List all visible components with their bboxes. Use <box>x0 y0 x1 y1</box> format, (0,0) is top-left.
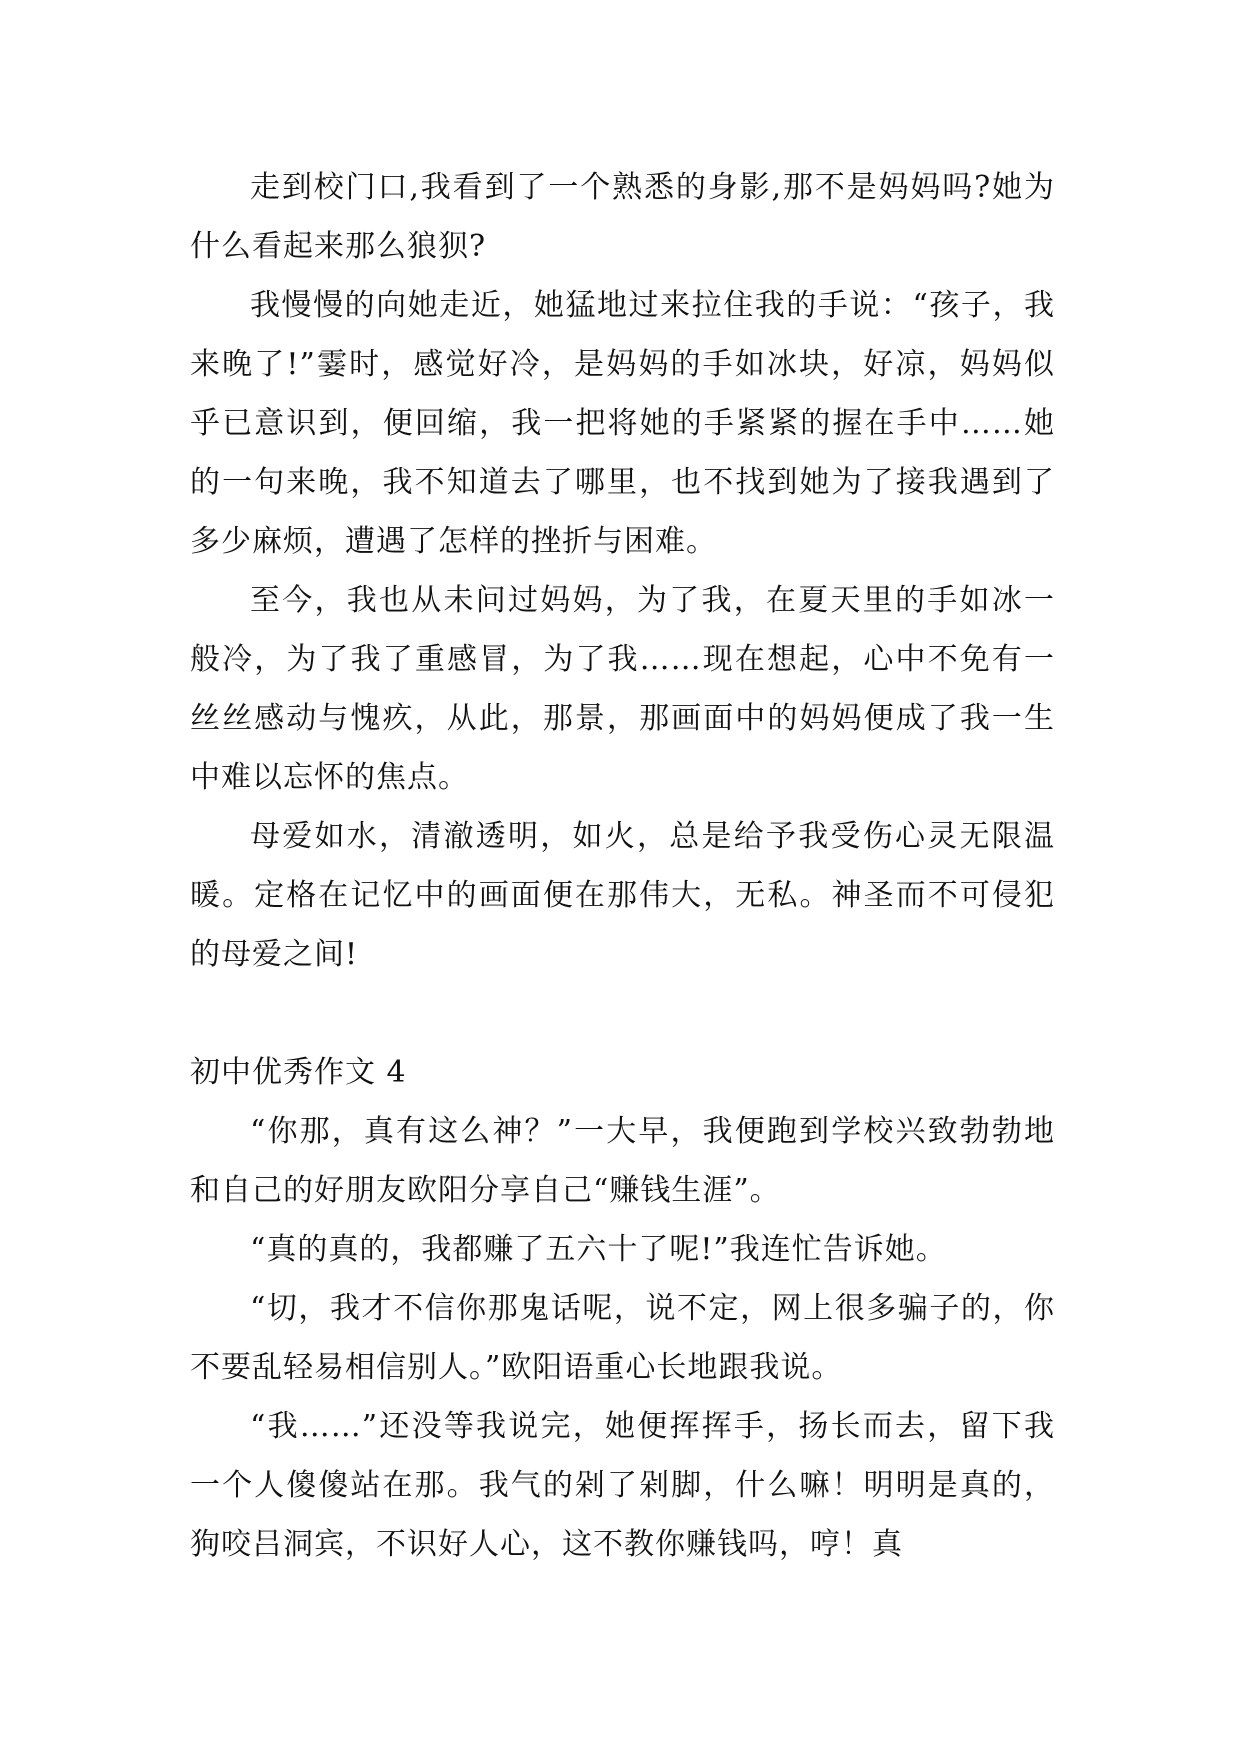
paragraph-reflection: 至今，我也从未问过妈妈，为了我，在夏天里的手如冰一般冷，为了我了重感冒，为了我……现在想起，心中不免有一丝丝感动与愧疚，从此，那景，那画面中的妈妈便成了我一生中难以忘怀的焦点。 <box>190 583 1055 795</box>
paragraph-dialogue-3: “切，我才不信你那鬼话呢，说不定，网上很多骗子的，你不要乱轻易相信别人。”欧阳语重心长地跟我说。 <box>190 1291 1055 1385</box>
paragraph-mother-hand: 我慢慢的向她走近，她猛地过来拉住我的手说：“孩子，我来晚了!”霎时，感觉好冷，是妈妈的手如冰块，好凉，妈妈似乎已意识到，便回缩，我一把将她的手紧紧的握在手中……她的一句来晚，我不知道去了哪里，也不找到她为了接我遇到了多少麻烦，遭遇了怎样的挫折与困难。 <box>190 288 1055 559</box>
paragraph-dialogue-2: “真的真的，我都赚了五六十了呢!”我连忙告诉她。 <box>250 1232 947 1267</box>
paragraph-dialogue-4: “我……”还没等我说完，她便挥挥手，扬长而去，留下我一个人傻傻站在那。我气的剁了剁脚，什么嘛！明明是真的，狗咬吕洞宾，不识好人心，这不教你赚钱吗，哼！真 <box>190 1409 1055 1562</box>
paragraph-mother-love: 母爱如水，清澈透明，如火，总是给予我受伤心灵无限温暖。定格在记忆中的画面便在那伟大，无私。神圣而不可侵犯的母爱之间! <box>190 819 1055 972</box>
document-body <box>190 158 1055 1574</box>
paragraph-school-gate: 走到校门口,我看到了一个熟悉的身影,那不是妈妈吗?她为什么看起来那么狼狈? <box>190 170 1055 264</box>
paragraph-dialogue-1: “你那，真有这么神？”一大早，我便跑到学校兴致勃勃地和自己的好朋友欧阳分享自己“赚钱生涯”。 <box>190 1114 1055 1208</box>
essay-heading: 初中优秀作文 4 <box>190 1055 407 1090</box>
